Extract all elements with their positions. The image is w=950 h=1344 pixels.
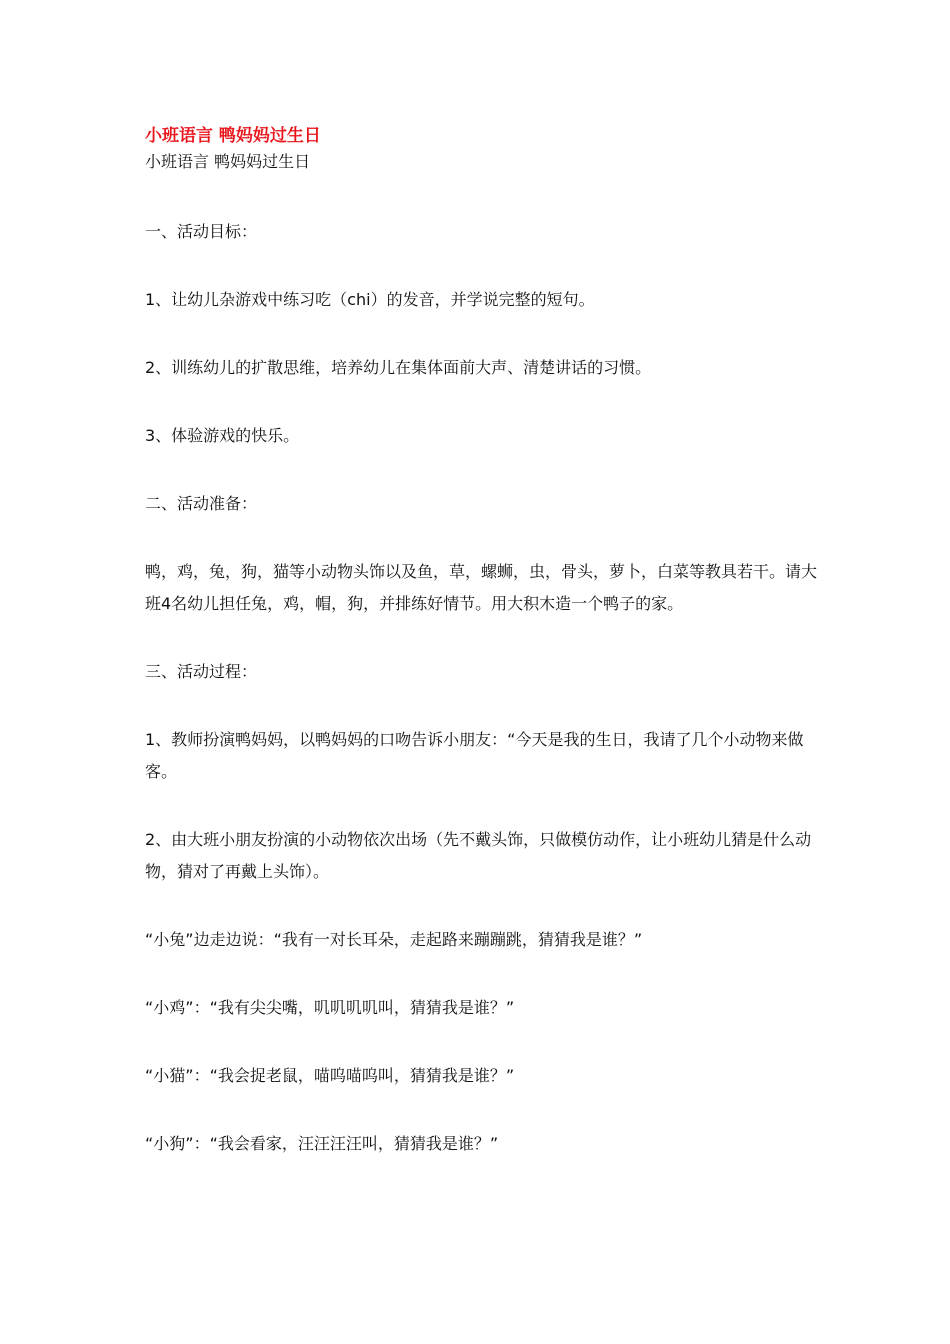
dialogue-dog: “小狗”：“我会看家，汪汪汪汪叫，猜猜我是谁？” bbox=[145, 1134, 499, 1153]
document-title: 小班语言 鸭妈妈过生日 bbox=[145, 126, 321, 146]
dialogue-chicken: “小鸡”：“我有尖尖嘴，叽叽叽叽叫，猜猜我是谁？” bbox=[145, 998, 515, 1017]
dialogue-rabbit: “小兔”边走边说：“我有一对长耳朵，走起路来蹦蹦跳，猜猜我是谁？” bbox=[145, 930, 643, 949]
goal-item-3: 3、体验游戏的快乐。 bbox=[145, 426, 300, 445]
process-item-1: 1、教师扮演鸭妈妈，以鸭妈妈的口吻告诉小朋友：“今天是我的生日，我请了几个小动物来做客。 bbox=[145, 730, 804, 781]
section-heading-preparation: 二、活动准备： bbox=[145, 494, 258, 513]
document-body bbox=[145, 124, 825, 1160]
section-heading-goals: 一、活动目标： bbox=[145, 222, 258, 241]
preparation-text: 鸭，鸡，兔，狗，猫等小动物头饰以及鱼，草，螺蛳，虫，骨头，萝卜，白菜等教具若干。请大班4名幼儿担任兔，鸡，帽，狗，并排练好情节。用大积木造一个鸭子的家。 bbox=[145, 562, 818, 613]
dialogue-cat: “小猫”：“我会捉老鼠，喵呜喵呜叫，猜猜我是谁？” bbox=[145, 1066, 515, 1085]
goal-item-2: 2、训练幼儿的扩散思维，培养幼儿在集体面前大声、清楚讲话的习惯。 bbox=[145, 358, 652, 377]
goal-item-1: 1、让幼儿杂游戏中练习吃（chi）的发音，并学说完整的短句。 bbox=[145, 290, 595, 309]
process-item-2: 2、由大班小朋友扮演的小动物依次出场（先不戴头饰，只做模仿动作，让小班幼儿猜是什么动物，猜对了再戴上头饰）。 bbox=[145, 830, 812, 881]
document-subtitle: 小班语言 鸭妈妈过生日 bbox=[145, 152, 311, 171]
section-heading-process: 三、活动过程： bbox=[145, 662, 258, 681]
